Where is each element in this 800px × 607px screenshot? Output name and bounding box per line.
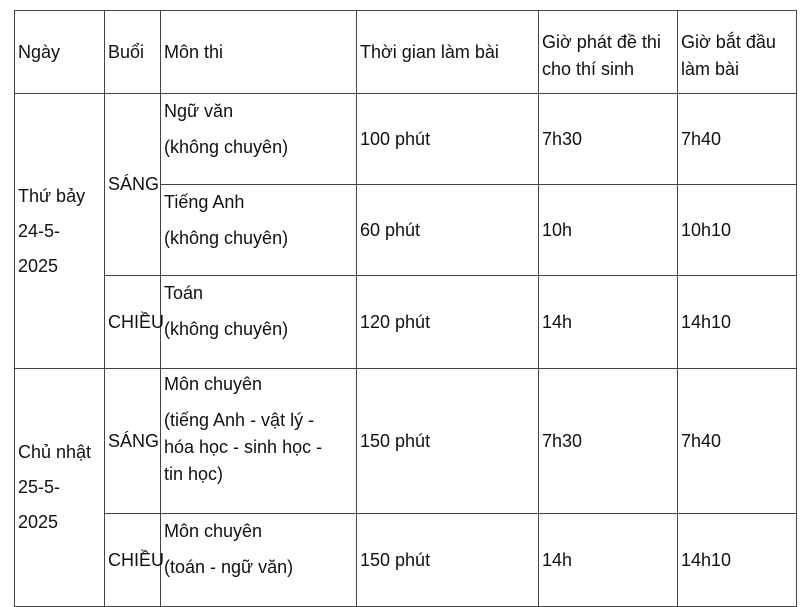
start-time-cell: 14h10 bbox=[678, 514, 797, 607]
subject-cell bbox=[161, 369, 357, 514]
table-row bbox=[15, 369, 797, 514]
header-day: Ngày bbox=[15, 11, 105, 94]
start-time-cell: 7h40 bbox=[678, 94, 797, 185]
session-cell: SÁNG bbox=[105, 94, 161, 276]
start-time-cell: 10h10 bbox=[678, 185, 797, 276]
subject-line: Tiếng Anh bbox=[164, 192, 245, 212]
distribute-time-cell: 14h bbox=[539, 276, 678, 369]
subject-cell bbox=[161, 276, 357, 369]
subject-line: (không chuyên) bbox=[164, 319, 289, 339]
subject-line: Môn chuyên bbox=[164, 521, 263, 541]
subject-line: hóa học - sinh học - bbox=[164, 437, 323, 457]
header-distribute-time bbox=[539, 11, 678, 94]
subject-line: (không chuyên) bbox=[164, 228, 289, 248]
table-row bbox=[15, 514, 797, 607]
subject-line: (toán - ngữ văn) bbox=[164, 557, 294, 577]
duration-cell: 150 phút bbox=[357, 369, 539, 514]
subject-line: Toán bbox=[164, 283, 204, 303]
header-subject: Môn thi bbox=[161, 11, 357, 94]
duration-cell: 100 phút bbox=[357, 94, 539, 185]
header-distribute-line1: Giờ phát đề thi bbox=[542, 32, 661, 52]
day-date-line2: 2025 bbox=[18, 512, 59, 532]
start-time-cell: 7h40 bbox=[678, 369, 797, 514]
session-cell: CHIỀU bbox=[105, 514, 161, 607]
day-date-line2: 2025 bbox=[18, 255, 59, 276]
subject-cell bbox=[161, 185, 357, 276]
header-session: Buổi bbox=[105, 11, 161, 94]
table-row bbox=[15, 94, 797, 185]
header-row bbox=[15, 11, 797, 94]
subject-line: tin học) bbox=[164, 464, 224, 484]
distribute-time-cell: 7h30 bbox=[539, 369, 678, 514]
start-time-cell: 14h10 bbox=[678, 276, 797, 369]
subject-line: Môn chuyên bbox=[164, 374, 263, 394]
subject-line: (tiếng Anh - vật lý - bbox=[164, 410, 315, 430]
header-duration: Thời gian làm bài bbox=[357, 11, 539, 94]
session-cell: SÁNG bbox=[105, 369, 161, 514]
duration-cell: 150 phút bbox=[357, 514, 539, 607]
day-weekday: Chủ nhật bbox=[18, 442, 92, 462]
exam-schedule-table bbox=[14, 10, 797, 607]
header-distribute-line2: cho thí sinh bbox=[542, 59, 635, 79]
day-cell bbox=[15, 369, 105, 607]
duration-cell: 120 phút bbox=[357, 276, 539, 369]
header-start-line1: Giờ bắt đầu bbox=[681, 32, 776, 52]
day-date-line1: 25-5- bbox=[18, 477, 61, 497]
table-row bbox=[15, 276, 797, 369]
subject-cell bbox=[161, 94, 357, 185]
distribute-time-cell: 14h bbox=[539, 514, 678, 607]
distribute-time-cell: 10h bbox=[539, 185, 678, 276]
header-start-line2: làm bài bbox=[681, 59, 740, 79]
day-date-line1: 24-5- bbox=[18, 220, 61, 241]
day-cell bbox=[15, 94, 105, 369]
subject-line: Ngữ văn bbox=[164, 101, 234, 121]
subject-line: (không chuyên) bbox=[164, 137, 289, 157]
subject-cell bbox=[161, 514, 357, 607]
session-cell: CHIỀU bbox=[105, 276, 161, 369]
distribute-time-cell: 7h30 bbox=[539, 94, 678, 185]
header-start-time bbox=[678, 11, 797, 94]
day-weekday: Thứ bảy bbox=[18, 185, 86, 206]
duration-cell: 60 phút bbox=[357, 185, 539, 276]
